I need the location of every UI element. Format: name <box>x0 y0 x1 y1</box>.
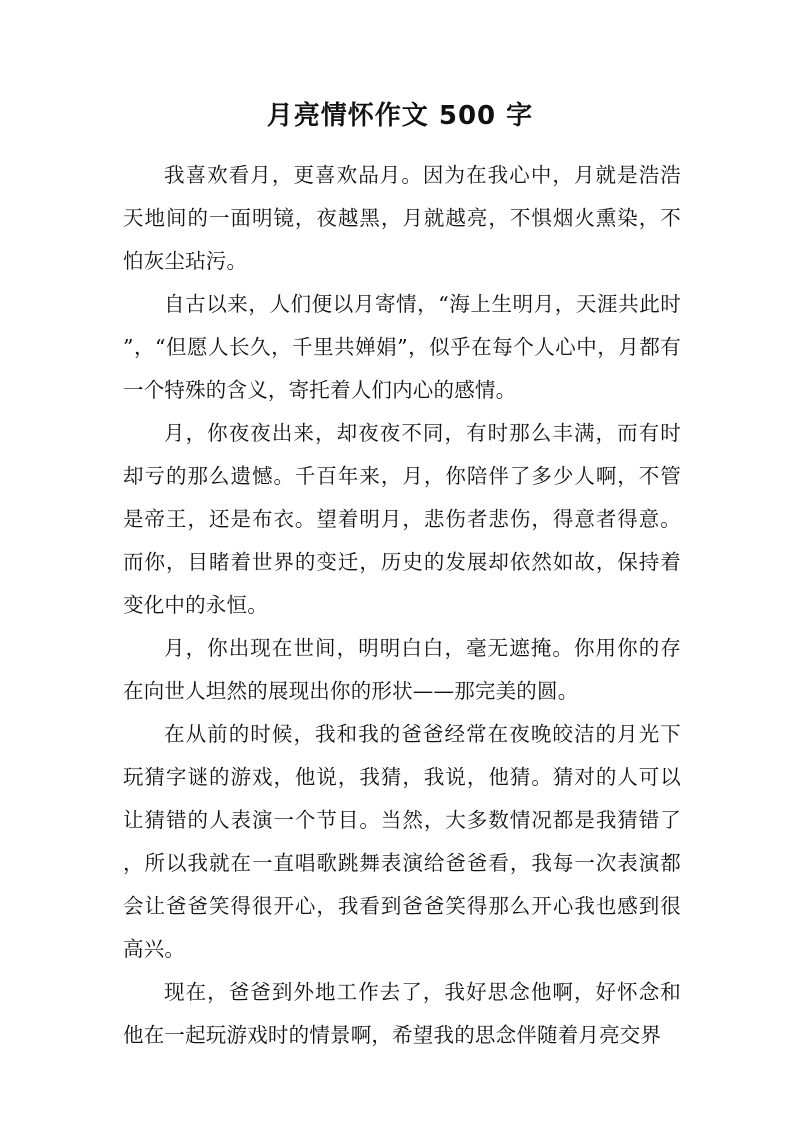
paragraph: 自古以来，人们便以月寄情，“海上生明月，天涯共此时”，“但愿人长久，千里共婵娟”，似乎在每个人心中，月都有一个特殊的含义，寄托着人们内心的感情。 <box>123 292 681 402</box>
document-body <box>123 154 681 1057</box>
paragraph: 现在，爸爸到外地工作去了，我好思念他啊，好怀念和他在一起玩游戏时的情景啊，希望我的思念伴随着月亮交界 <box>123 980 681 1047</box>
paragraph: 月，你出现在世间，明明白白，毫无遮掩。你用你的存在向世人坦然的展现出你的形状——那完美的圆。 <box>123 636 681 703</box>
document-title: 月亮情怀作文 500 字 <box>266 101 534 131</box>
paragraph: 月，你夜夜出来，却夜夜不同，有时那么丰满，而有时却亏的那么遗憾。千百年来，月，你陪伴了多少人啊，不管是帝王，还是布衣。望着明月，悲伤者悲伤，得意者得意。而你，目睹着世界的变迁，历史的发展却依然如故，保持着变化中的永恒。 <box>123 421 681 617</box>
paragraph: 我喜欢看月，更喜欢品月。因为在我心中，月就是浩浩天地间的一面明镜，夜越黑，月就越亮，不惧烟火熏染，不怕灰尘玷污。 <box>123 163 681 273</box>
paragraph: 在从前的时候，我和我的爸爸经常在夜晚皎洁的月光下玩猜字谜的游戏，他说，我猜，我说，他猜。猜对的人可以让猜错的人表演一个节目。当然，大多数情况都是我猜错了，所以我就在一直唱歌跳舞表演给爸爸看，我每一次表演都会让爸爸笑得很开心，我看到爸爸笑得那么开心我也感到很高兴。 <box>123 722 681 961</box>
